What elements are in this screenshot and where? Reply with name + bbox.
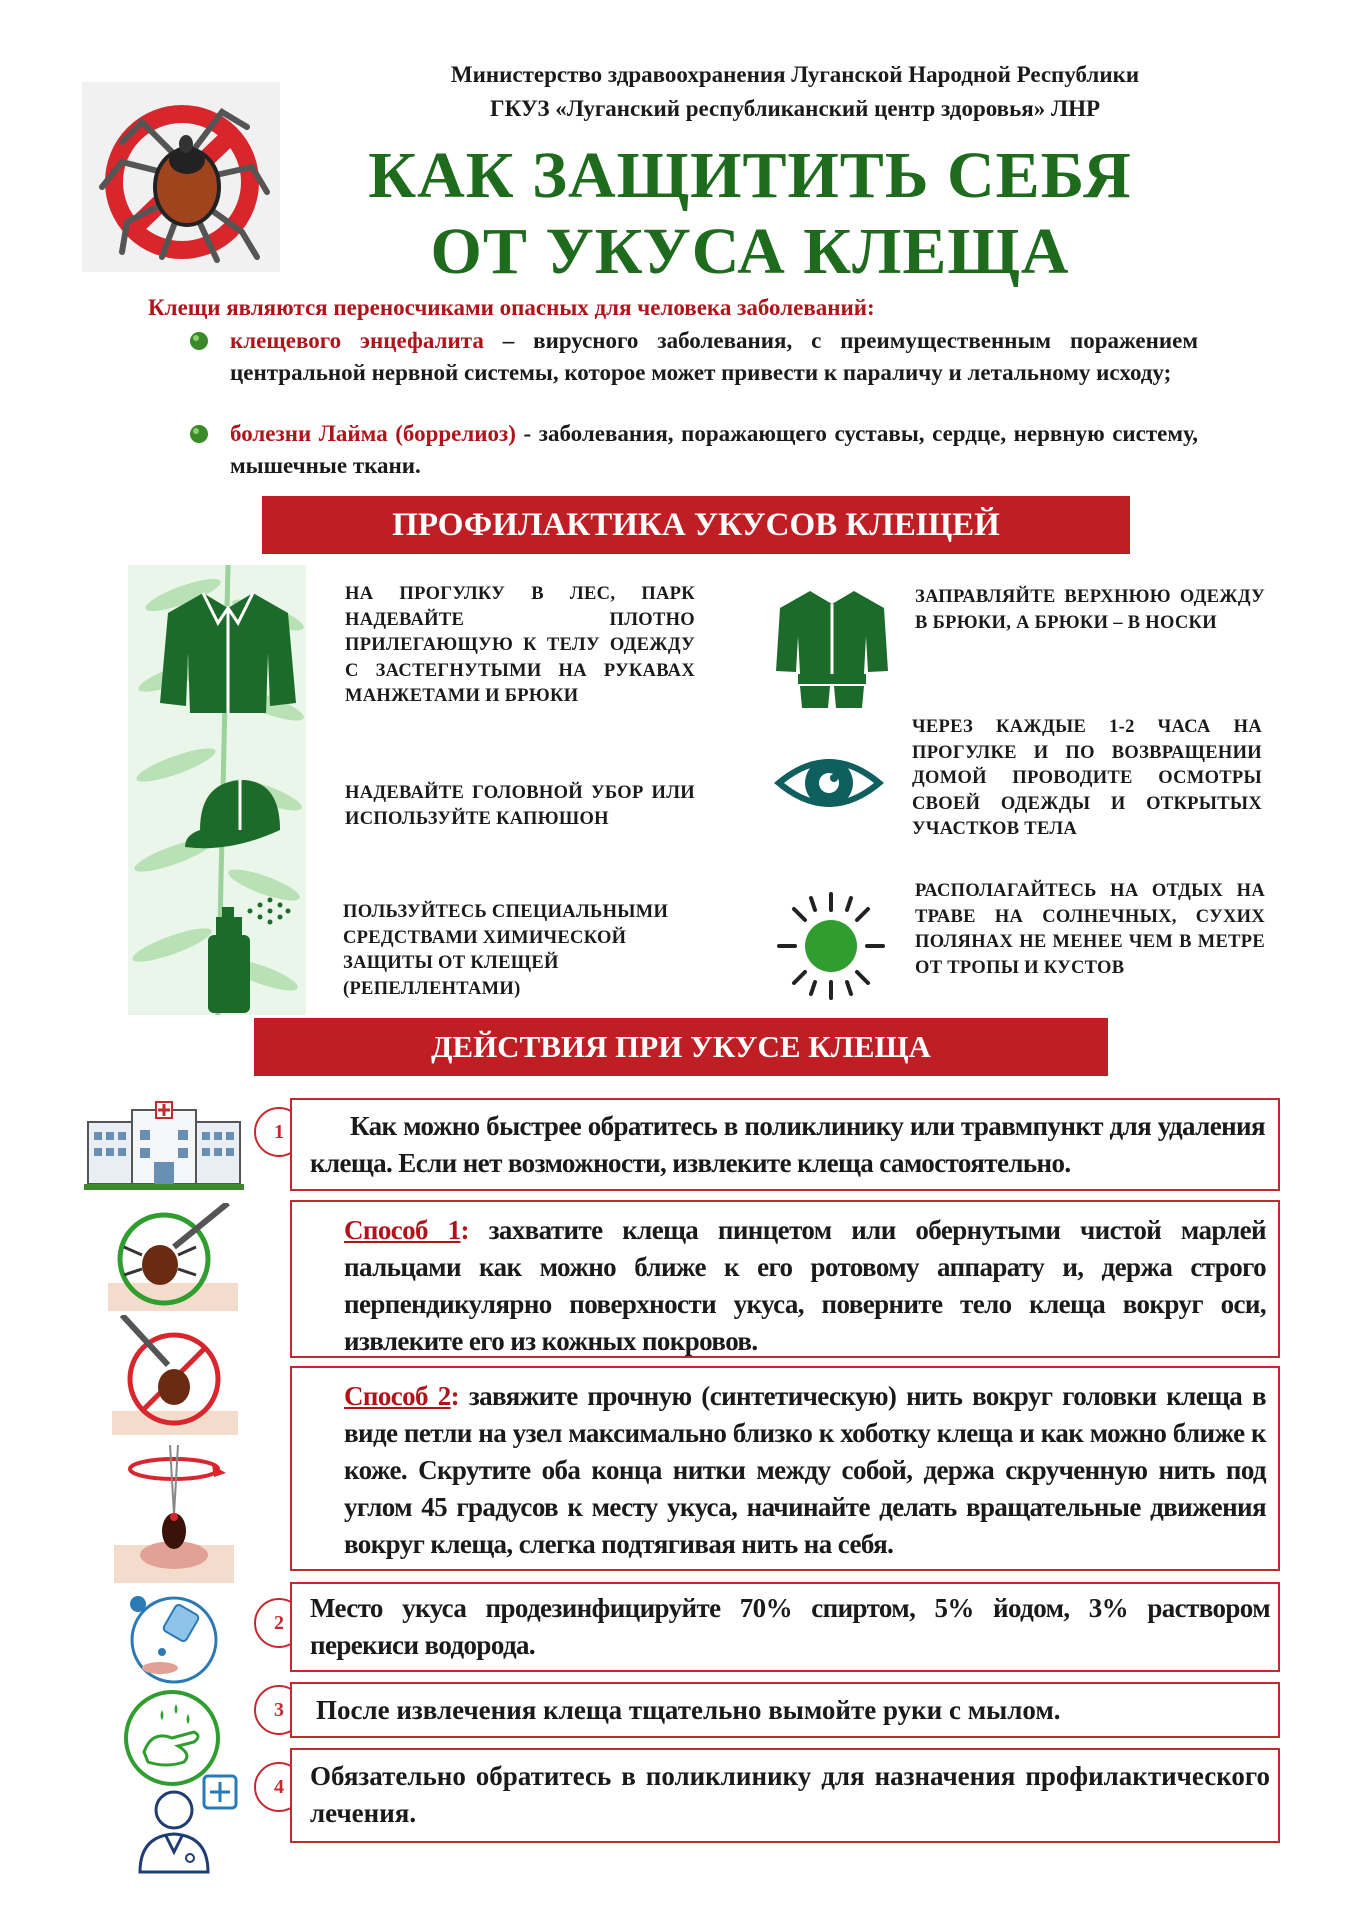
step-number-badge: 1: [254, 1107, 304, 1157]
intro-lead: Клещи являются переносчиками опасных для человека заболеваний:: [148, 295, 875, 320]
method-2-box: [290, 1366, 1280, 1571]
green-bullet-icon: [188, 423, 210, 445]
sun-icon: [775, 890, 887, 1002]
step-3-text: После извлечения клеща тщательно вымойте руки с мылом.: [316, 1695, 1061, 1725]
tweezers-tick-icon: [108, 1203, 238, 1311]
intro-bullet-encephalitis: [230, 325, 1198, 389]
step-4-box: [290, 1748, 1280, 1843]
bullet-text: – вирусного заболевания, с преимущественным поражением центральной нервной системы, которое может привести к параличу и летальному исходу;: [230, 328, 1198, 385]
tick-warning-icon: [82, 82, 280, 272]
prevention-tip-repellent: ПОЛЬЗУЙТЕСЬ СПЕЦИАЛЬНЫМИ СРЕДСТВАМИ ХИМИЧЕСКОЙ ЗАЩИТЫ ОТ КЛЕЩЕЙ (РЕПЕЛЛЕНТАМИ): [343, 902, 669, 999]
page-title-line-1: КАК ЗАЩИТИТЬ СЕБЯ: [368, 139, 1132, 212]
intro-bullet-lyme: [230, 418, 1198, 482]
prevention-tip-headwear: НАДЕВАЙТЕ ГОЛОВНОЙ УБОР ИЛИ ИСПОЛЬЗУЙТЕ КАПЮШОН: [345, 783, 695, 829]
prevention-banner: ПРОФИЛАКТИКА УКУСОВ КЛЕЩЕЙ: [262, 496, 1130, 554]
tucked-clothing-icon: [772, 586, 892, 714]
method-2-text: Способ 2: завяжите прочную (синтетическую) нить вокруг головки клеща в виде петли на узел максимально близко к хоботку клеща и как можно ближе к коже. Скрутите оба конца нитки между собой, держа скрученную нить под углом 45 градусов к месту укуса, начинайте делать вращательные движения вокруг клеща, слегка подтягивая нить на себя.: [344, 1381, 1266, 1559]
bullet-term: болезни Лайма (боррелиоз): [230, 421, 516, 446]
center-name: ГКУЗ «Луганский республиканский центр здоровья» ЛНР: [489, 96, 1101, 121]
prevention-tip-resting-place: РАСПОЛАГАЙТЕСЬ НА ОТДЫХ НА ТРАВЕ НА СОЛНЕЧНЫХ, СУХИХ ПОЛЯНАХ НЕ МЕНЕЕ ЧЕМ В МЕТРЕ ОТ ТРОПЫ И КУСТОВ: [915, 881, 1265, 978]
method-1-label: Способ 1: [344, 1215, 461, 1245]
step-number-badge: 2: [254, 1598, 304, 1648]
spray-can-icon: [188, 895, 298, 1015]
step-2-box: [290, 1582, 1280, 1672]
step-1-text: Как можно быстрее обратитесь в поликлинику или травмпункт для удаления клеща. Если нет возможности, извлеките клеща самостоятельно.: [310, 1111, 1265, 1178]
doctor-icon: [132, 1774, 244, 1874]
method-1-box: [290, 1200, 1280, 1358]
disinfectant-icon: [128, 1594, 220, 1686]
green-bullet-icon: [188, 330, 210, 352]
hand-washing-icon: [122, 1688, 222, 1788]
bullet-term: клещевого энцефалита: [230, 328, 484, 353]
ministry-name: Министерство здравоохранения Луганской Народной Республики: [450, 62, 1140, 87]
step-4-text: Обязательно обратитесь в поликлинику для назначения профилактического лечения.: [310, 1761, 1270, 1828]
step-1-box: [290, 1098, 1280, 1191]
step-number-badge: 4: [254, 1762, 304, 1812]
cap-icon: [180, 775, 290, 855]
no-crush-tick-icon: [112, 1315, 238, 1435]
method-2-label: Способ 2: [344, 1381, 451, 1411]
thread-loop-tick-icon: [114, 1445, 234, 1583]
step-2-text: Место укуса продезинфицируйте 70% спиртом, 5% йодом, 3% раствором перекиси водорода.: [310, 1593, 1270, 1660]
prevention-tip-tuck-in: ЗАПРАВЛЯЙТЕ ВЕРХНЮЮ ОДЕЖДУ В БРЮКИ, А БРЮКИ – В НОСКИ: [915, 587, 1265, 633]
tick-warning-logo: [82, 82, 280, 272]
eye-icon: [770, 745, 888, 823]
step-3-box: [290, 1682, 1280, 1738]
jacket-icon: [158, 588, 298, 718]
actions-banner: ДЕЙСТВИЯ ПРИ УКУСЕ КЛЕЩА: [254, 1018, 1108, 1076]
prevention-tip-inspection: ЧЕРЕЗ КАЖДЫЕ 1-2 ЧАСА НА ПРОГУЛКЕ И ПО ВОЗВРАЩЕНИИ ДОМОЙ ПРОВОДИТЕ ОСМОТРЫ СВОЕЙ ОДЕЖДЫ И ОТКРЫТЫХ УЧАСТКОВ ТЕЛА: [912, 717, 1262, 839]
bullet-text: - заболевания, поражающего суставы, сердце, нервную систему, мышечные ткани.: [230, 421, 1198, 478]
method-1-text: Способ 1: захватите клеща пинцетом или обернутыми чистой марлей пальцами как можно ближе к его ротовому аппарату и, держа строго перпендикулярно поверхности укуса, поверните тело клеща вокруг оси, извлеките его из кожных покровов.: [344, 1215, 1266, 1356]
prevention-tip-clothing: НА ПРОГУЛКУ В ЛЕС, ПАРК НАДЕВАЙТЕ ПЛОТНО ПРИЛЕГАЮЩУЮ К ТЕЛУ ОДЕЖДУ С ЗАСТЕГНУТЫМИ НА РУКАВАХ МАНЖЕТАМИ И БРЮКИ: [345, 584, 695, 706]
page-title-line-2: ОТ УКУСА КЛЕЩА: [430, 215, 1070, 288]
step-number-badge: 3: [254, 1685, 304, 1735]
hospital-icon: [84, 1100, 244, 1192]
